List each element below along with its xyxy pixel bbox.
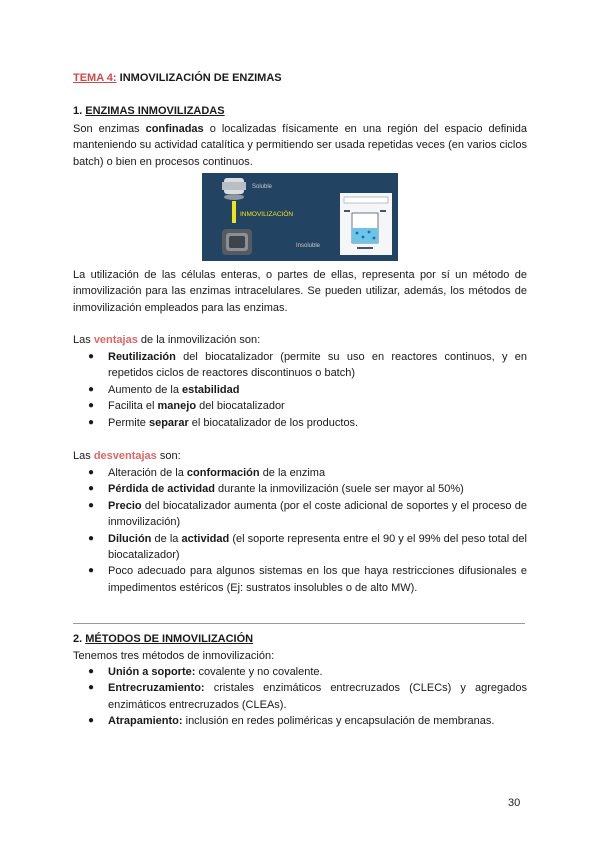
item-bold: Atrapamiento:: [108, 715, 183, 728]
ventajas-pre: Las: [73, 334, 91, 346]
bullet-icon: ●: [88, 416, 95, 428]
soluble-label: Soluble: [252, 184, 273, 190]
insoluble-label: Insoluble: [296, 243, 321, 249]
list-item: [73, 398, 527, 414]
desventajas-pre: Las: [73, 450, 91, 462]
desventajas-list: [73, 465, 527, 596]
item-text: durante la inmovilización (suele ser mayor al 50%): [218, 483, 464, 496]
bullet-icon: ●: [88, 351, 95, 362]
desventajas-word: desventajas: [93, 450, 157, 462]
intro-text-post: o localizadas físicamente en una región del espacio definida manteniendo su actividad catalítica y permitiendo ser usada repetidas veces (en varios ciclos batch) o bien en procesos continuos.: [73, 123, 527, 168]
intro-text-pre: Son enzimas: [73, 123, 140, 135]
item-bold: separar: [148, 416, 189, 429]
topic-tag: TEMA 4:: [73, 72, 117, 84]
item-text: del biocatalizador aumenta (por el coste adicional de soportes y el proceso de inmovilización): [108, 499, 527, 529]
item-text: Facilita el: [108, 400, 155, 413]
section-divider: [73, 623, 525, 624]
list-item: [73, 680, 527, 713]
item-text: inclusión en redes poliméricas y encapsulación de membranas.: [185, 715, 495, 728]
item-text: Alteración de la: [108, 467, 184, 479]
item-text: (el soporte representa entre el 90 y el 99% del peso total del biocatalizador): [108, 532, 527, 562]
immobilization-figure: [202, 173, 398, 261]
section-2-heading: [73, 631, 527, 647]
bullet-icon: ●: [88, 666, 95, 677]
item-bold: Pérdida de actividad: [108, 483, 215, 496]
ventajas-post: de la inmovilización son:: [140, 334, 261, 346]
topic-heading: [73, 70, 527, 86]
item-bold: manejo: [157, 400, 197, 413]
item-bold: actividad: [181, 532, 230, 545]
inmovilizacion-label: INMOVILIZACIÓN: [240, 211, 294, 218]
item-bold: Reutilización: [108, 351, 176, 363]
ventajas-list: [73, 349, 527, 431]
bullet-icon: ●: [88, 715, 95, 727]
list-item: [73, 382, 527, 398]
topic-title: INMOVILIZACIÓN DE ENZIMAS: [119, 72, 282, 84]
section-1-intro: [73, 121, 527, 170]
metodos-list: [73, 664, 527, 730]
item-bold: Unión a soporte:: [108, 666, 196, 678]
desventajas-intro: [73, 448, 527, 464]
section-2-number: 2.: [73, 633, 83, 645]
item-bold: estabilidad: [182, 383, 240, 396]
list-item: [73, 465, 527, 481]
desventajas-post: son:: [159, 450, 181, 462]
item-bold: Precio: [108, 499, 142, 512]
section-2-intro: Tenemos tres métodos de inmovilización:: [73, 650, 275, 662]
bullet-icon: ●: [88, 483, 95, 495]
list-item: [73, 349, 527, 382]
list-item: [73, 563, 527, 596]
section-1-number: 1.: [73, 105, 83, 117]
section-1-title: ENZIMAS INMOVILIZADAS: [85, 105, 225, 117]
item-text: Poco adecuado para algunos sistemas en los que haya restricciones difusionales e impedimentos estéricos (Ej: sustratos insolubles o de alto MW).: [108, 565, 527, 594]
item-text: Aumento de la: [108, 383, 179, 396]
list-item: [73, 498, 527, 531]
bullet-icon: ●: [88, 682, 95, 694]
item-text: cristales enzimáticos entrecruzados (CLECs) y agregados enzimáticos entrecruzados (CLEAs).: [108, 682, 527, 711]
ventajas-word: ventajas: [93, 334, 138, 346]
immobilization-illustration: [202, 173, 398, 261]
list-item: [73, 531, 527, 564]
bullet-icon: ●: [88, 467, 95, 478]
item-text: covalente y no covalente.: [198, 666, 323, 678]
item-text: Permite: [108, 416, 146, 429]
page-number: 30: [508, 797, 521, 809]
list-item: [73, 415, 527, 431]
item-text: de la enzima: [262, 467, 326, 479]
item-bold: Entrecruzamiento:: [108, 682, 205, 695]
bullet-icon: ●: [88, 400, 95, 412]
section-2-title: MÉTODOS DE INMOVILIZACIÓN: [85, 633, 254, 645]
list-item: [73, 481, 527, 497]
list-item: [73, 713, 527, 729]
bullet-icon: ●: [88, 532, 95, 544]
section-1-heading: [73, 103, 527, 119]
item-text: del biocatalizador (permite su uso en reactores continuos, y en repetidos ciclos de reactores discontinuos o batch): [108, 351, 527, 380]
item-bold: conformación: [186, 467, 260, 479]
list-item: [73, 664, 527, 680]
item-text: de la: [154, 532, 179, 545]
intro-bold-term: confinadas: [145, 123, 204, 135]
bullet-icon: ●: [88, 565, 95, 577]
ventajas-intro: [73, 332, 527, 348]
item-bold: Dilución: [108, 532, 152, 545]
item-text: del biocatalizador: [199, 400, 285, 413]
item-text: el biocatalizador de los productos.: [191, 416, 359, 429]
bullet-icon: ●: [88, 499, 95, 511]
bullet-icon: ●: [88, 383, 95, 395]
section-1-paragraph-2: La utilización de las células enteras, o partes de ellas, representa por sí un método de inmovilización para las enzimas intracelulares. Se pueden utilizar, además, los métodos de inmovilización empleados para las enzimas.: [73, 269, 527, 314]
